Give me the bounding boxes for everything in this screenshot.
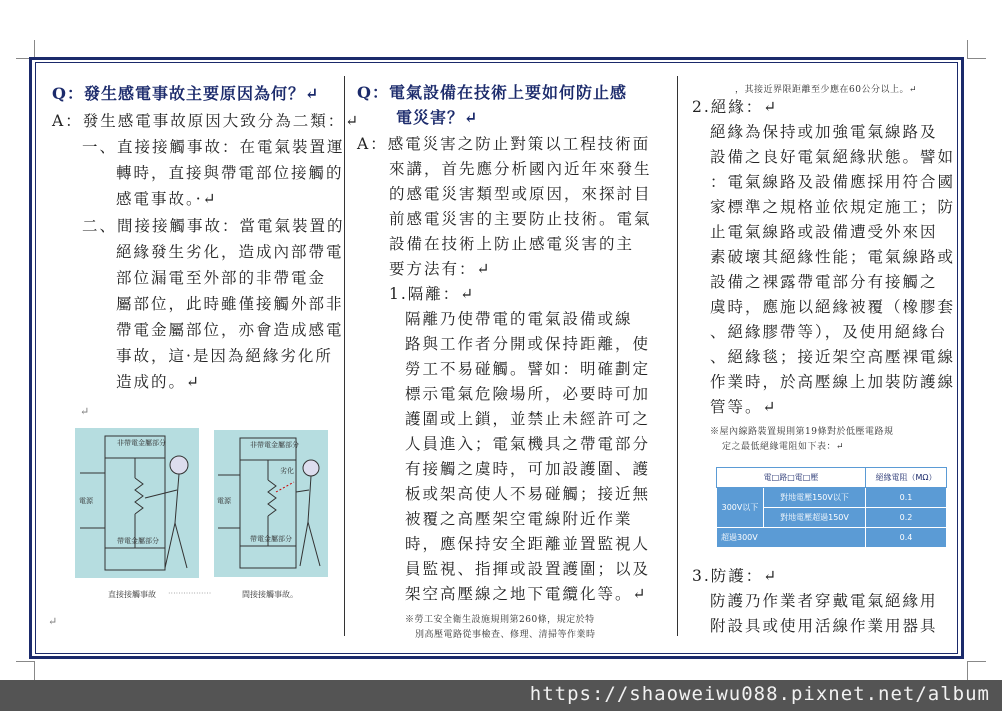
- answer-2-line: 前感電災害的主要防止技術。電氣: [389, 210, 652, 228]
- crop-mark-bottom-right: [967, 661, 986, 680]
- answer-2-line: A：感電災害之防止對策以工程技術面: [357, 135, 651, 153]
- direct-contact-diagram: [75, 428, 199, 578]
- insulation-body-line: 設備之良好電氣絕緣狀態。譬如: [710, 148, 956, 166]
- column-divider-1: [344, 76, 345, 636]
- isolation-body-line: 勞工不易碰觸。譬如：明確劃定: [405, 360, 651, 378]
- isolation-body-line: 人員進入；電氣機具之帶電部分: [405, 435, 651, 453]
- protection-body-line: 防護乃作業者穿戴電氣絕緣用: [710, 592, 938, 610]
- insulation-body-line: 家標準之規格並依規定施工；防: [710, 198, 956, 216]
- insulation-title: 2.絕緣：↵: [692, 98, 779, 116]
- column-divider-2: [677, 76, 678, 636]
- insulation-body-line: 絕緣為保持或加強電氣線路及: [710, 123, 938, 141]
- insulation-body-line: 虞時，應施以絕緣被覆（橡膠套: [710, 298, 956, 316]
- answer-1-item2-line: 二、間接接觸事故：當電氣裝置的: [82, 217, 345, 235]
- table-header-voltage: 電□路□電□壓: [717, 468, 866, 488]
- isolation-body-line: 隔離乃使帶電的電氣設備或線: [405, 310, 633, 328]
- answer-1-item2-line: 屬部位，此時雖僅接觸外部非: [116, 295, 344, 313]
- protection-body-line: 附設具或使用活線作業用器具: [710, 617, 938, 635]
- answer-1-item2-line: 造成的。↵: [116, 373, 201, 391]
- answer-2-line: 來講，首先應分析國內近年來發生: [389, 160, 652, 178]
- regulation-note-continued: ，其接近界限距離至少應在60公分以上。↵: [735, 85, 917, 95]
- isolation-title: 1.隔離：↵: [389, 285, 476, 303]
- answer-1-intro: A：發生感電事故原因大致分為二類：↵: [52, 112, 361, 130]
- watermark-bar: [0, 680, 1002, 711]
- crop-mark-bottom-left: [16, 661, 35, 680]
- insulation-body-line: ：電氣線路及設備應採用符合國: [710, 173, 956, 191]
- isolation-body-line: 時，應保持安全距離並置監視人: [405, 535, 651, 553]
- figure-caption-direct: 直接接觸事故: [108, 590, 156, 599]
- table-row-label: 對地電壓超過150V: [764, 508, 866, 528]
- table-row-value: 0.2: [866, 508, 947, 528]
- table-group-label: 300V以下: [717, 488, 764, 528]
- isolation-body-line: 員監視、指揮或設置護圍；以及: [405, 560, 651, 578]
- isolation-body-line: 有接觸之虞時，可加設護圍、護: [405, 460, 651, 478]
- direct-contact-illustration: [75, 428, 199, 578]
- figure-caption-indirect: 間接接觸事故。: [242, 590, 298, 599]
- answer-1-item1-line: 轉時，直接與帶電部位接觸的: [116, 164, 344, 182]
- figure-label: 劣化: [280, 467, 294, 475]
- insulation-body-line: 止電氣線路或設備遭受外來因: [710, 223, 938, 241]
- answer-1-item1-line: 一、直接接觸事故：在電氣裝置運: [82, 138, 345, 156]
- isolation-body-line: 架空高壓線之地下電纜化等。↵: [405, 585, 648, 603]
- table-row: [717, 488, 947, 508]
- isolation-body-line: 路與工作者分開或保持距離，使: [405, 335, 651, 353]
- table-row: [717, 528, 947, 548]
- paragraph-mark: ↵: [48, 615, 60, 628]
- indirect-contact-illustration: [214, 430, 328, 577]
- figure-label: 帶電金屬部分: [117, 537, 159, 545]
- isolation-body-line: 板或架高使人不易碰觸；接近無: [405, 485, 651, 503]
- figure-label: 非帶電金屬部分: [250, 441, 299, 449]
- protection-title: 3.防護：↵: [692, 567, 779, 585]
- album-url-watermark: https://shaoweiwu088.pixnet.net/album: [529, 683, 990, 705]
- answer-2-line: 設備在技術上防止感電災害的主: [389, 235, 635, 253]
- crop-mark-top-right: [967, 40, 986, 59]
- table-row-value: 0.1: [866, 488, 947, 508]
- paragraph-mark: ↵: [80, 405, 92, 418]
- insulation-body-line: 、絕緣膠帶等），及使用絕緣台: [710, 323, 948, 341]
- answer-2-line: 要方法有：↵: [389, 260, 492, 278]
- insulation-body-line: 管等。↵: [710, 398, 778, 416]
- figure-label: 非帶電金屬部分: [117, 439, 166, 447]
- indirect-contact-diagram: [214, 430, 328, 577]
- question-1: Q：發生感電事故主要原因為何？↵: [52, 84, 320, 103]
- insulation-body-line: 素破壞其絕緣性能；電氣線路或: [710, 248, 956, 266]
- isolation-body-line: 被覆之高壓架空電線附近作業: [405, 510, 633, 528]
- insulation-resistance-table: [716, 467, 947, 548]
- insulation-body-line: 作業時，於高壓線上加裝防護線: [710, 373, 956, 391]
- figure-label: 帶電金屬部分: [250, 535, 292, 543]
- regulation-note-line: ※勞工安全衛生設施規則第260條，規定於特: [405, 615, 595, 625]
- table-row-label: 對地電壓150V以下: [764, 488, 866, 508]
- wiring-rule-note-line: 定之最低絕緣電阻如下表：↵: [722, 442, 845, 452]
- regulation-note-line: 別高壓電路從事檢查、修理、清掃等作業時: [415, 630, 596, 640]
- answer-2-line: 的感電災害類型或原因，來探討目: [389, 185, 652, 203]
- isolation-body-line: 護圍或上鎖，並禁止未經許可之: [405, 410, 651, 428]
- table-row-label: 超過300V: [717, 528, 866, 548]
- isolation-body-line: 標示電氣危險場所，必要時可加: [405, 385, 651, 403]
- answer-1-item1-line: 感電事故。·↵: [116, 190, 218, 208]
- figure-label: 電源: [217, 497, 231, 505]
- question-2-line: 電災害？↵: [396, 108, 479, 127]
- table-header-row: [717, 468, 947, 488]
- answer-1-item2-line: 帶電金屬部位，亦會造成感電: [116, 321, 344, 339]
- table-header-resistance: 絕緣電阻（MΩ）: [866, 468, 947, 488]
- answer-1-item2-line: 部位漏電至外部的非帶電金: [116, 269, 327, 287]
- answer-1-item2-line: 絕緣發生劣化，造成內部帶電: [116, 243, 344, 261]
- wiring-rule-note-line: ※屋內線路裝置規則第19條對於低壓電路規: [710, 427, 894, 437]
- insulation-body-line: 、絕緣毯；接近架空高壓裸電線: [710, 348, 956, 366]
- figure-label: 電源: [79, 497, 93, 505]
- answer-1-item2-line: 事故，這·是因為絕緣劣化所: [116, 347, 333, 365]
- question-2-line: Q：電氣設備在技術上要如何防止感: [357, 83, 627, 102]
- figure-caption-dots: ·················: [168, 589, 212, 598]
- table-row-value: 0.4: [866, 528, 947, 548]
- insulation-body-line: 設備之裸露帶電部分有接觸之: [710, 273, 938, 291]
